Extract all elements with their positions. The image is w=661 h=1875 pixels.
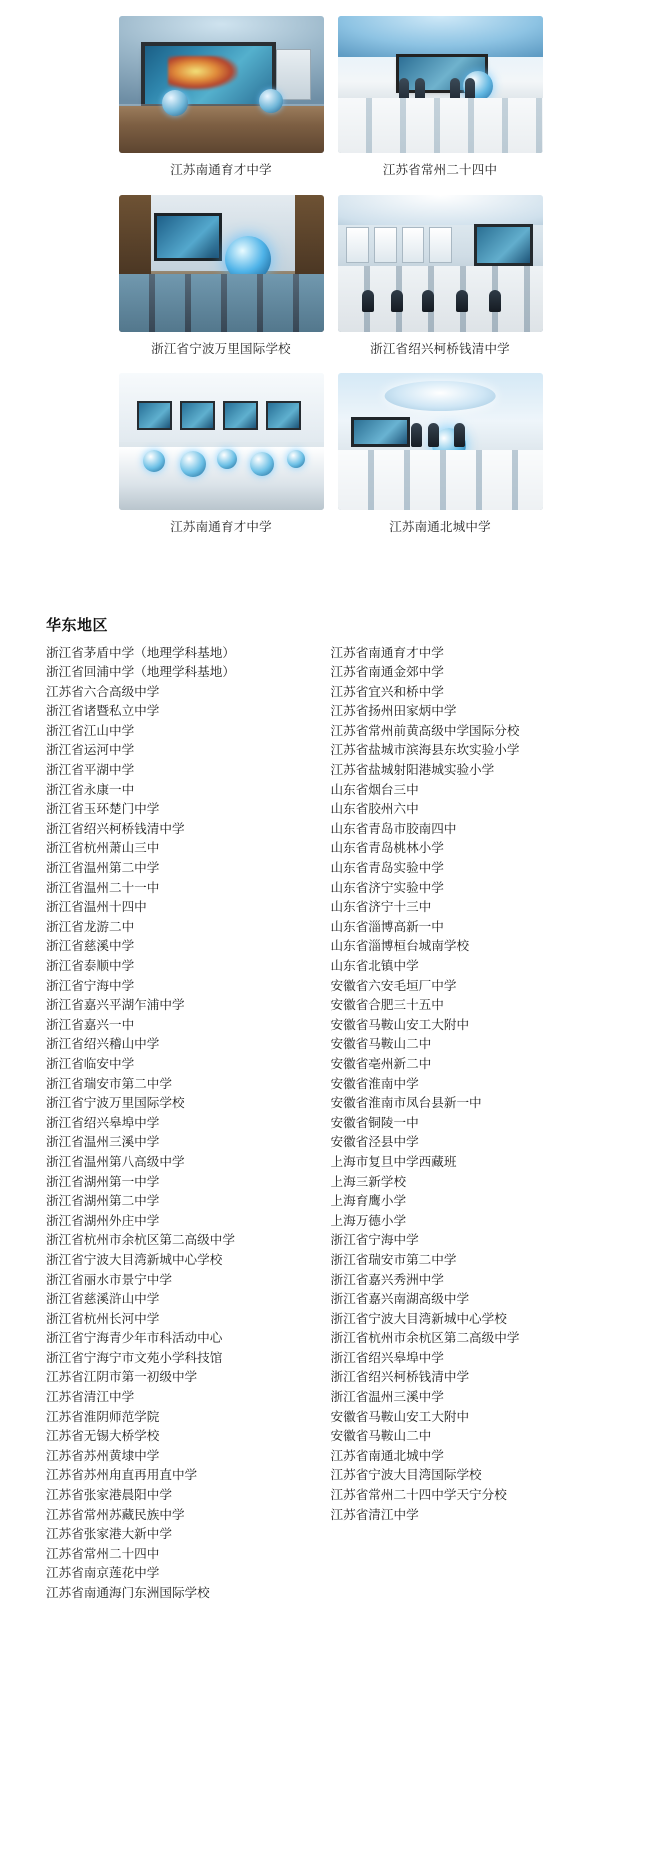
school-list-item: 江苏省清江中学 <box>330 1506 419 1522</box>
school-list-item: 浙江省杭州市余杭区第二高级中学 <box>330 1330 520 1346</box>
school-list-item: 上海三新学校 <box>330 1173 407 1189</box>
school-list-item: 浙江省瑞安市第二中学 <box>330 1251 457 1267</box>
school-list-item: 江苏省张家港大新中学 <box>46 1526 172 1542</box>
school-photo-nantong-yucai-lab[interactable] <box>119 373 324 510</box>
school-list-item: 浙江省诸暨私立中学 <box>46 703 160 719</box>
school-list-item: 浙江省临安中学 <box>46 1055 135 1071</box>
gallery-item[interactable] <box>338 16 543 179</box>
school-list-item: 安徽省淮南市凤台县新一中 <box>330 1095 482 1111</box>
school-photo-shaoxing-keqiao-qingqing[interactable] <box>338 195 543 332</box>
school-list-column-left <box>46 643 331 1603</box>
gallery-item[interactable] <box>338 373 543 536</box>
school-list-item: 浙江省绍兴柯桥钱清中学 <box>330 1369 470 1385</box>
school-list-item: 浙江省绍兴稽山中学 <box>46 1036 160 1052</box>
school-list-item: 山东省淄博桓台城南学校 <box>330 938 470 954</box>
school-list-item: 安徽省泾县中学 <box>330 1134 419 1150</box>
school-list-item: 浙江省绍兴柯桥钱清中学 <box>46 820 185 836</box>
school-list-item: 江苏省苏州黄埭中学 <box>46 1447 160 1463</box>
school-list-item: 山东省北镇中学 <box>330 958 419 973</box>
school-list-item: 浙江省回浦中学（地理学科基地） <box>46 664 235 680</box>
school-list-item: 山东省淄博高新一中 <box>330 918 444 934</box>
school-list-item: 安徽省亳州新二中 <box>330 1055 432 1071</box>
school-list-item: 浙江省绍兴皋埠中学 <box>330 1349 444 1365</box>
photo-caption: 江苏南通北城中学 <box>389 519 491 534</box>
school-list-right <box>331 643 616 1525</box>
school-list-item: 浙江省杭州萧山三中 <box>46 840 160 856</box>
school-list-item: 浙江省嘉兴南湖高级中学 <box>330 1291 470 1307</box>
school-list-item: 安徽省铜陵一中 <box>330 1114 419 1130</box>
school-list-item: 上海万德小学 <box>330 1212 407 1228</box>
school-list-item: 浙江省温州第八高级中学 <box>46 1153 185 1169</box>
school-list-item: 江苏省扬州田家炳中学 <box>330 703 457 719</box>
gallery-item[interactable] <box>119 373 324 536</box>
school-list-item: 浙江省嘉兴一中 <box>46 1016 135 1032</box>
school-list-item: 浙江省玉环楚门中学 <box>46 801 160 817</box>
school-list-item: 浙江省温州三溪中学 <box>46 1134 160 1150</box>
school-list-item: 江苏省常州二十四中 <box>46 1545 160 1561</box>
school-list-item: 山东省烟台三中 <box>330 781 419 797</box>
school-list-item: 江苏省南通海门东洲国际学校 <box>46 1585 210 1600</box>
school-list-item: 山东省青岛桃林小学 <box>330 840 444 856</box>
school-list-item: 江苏省苏州甪直再用直中学 <box>46 1467 198 1483</box>
school-list-item: 浙江省温州三溪中学 <box>330 1389 444 1405</box>
school-list-item: 安徽省六安毛垣厂中学 <box>330 977 457 993</box>
school-list-item: 江苏省南京莲花中学 <box>46 1565 160 1581</box>
school-list-item: 山东省胶州六中 <box>330 801 419 817</box>
school-list-item: 江苏省淮阴师范学院 <box>46 1408 160 1424</box>
school-list-item: 江苏省宜兴和桥中学 <box>330 683 444 699</box>
school-list-item: 江苏省南通育才中学 <box>330 644 444 660</box>
school-photo-changzhou-24[interactable] <box>338 16 543 153</box>
school-photo-nantong-beicheng[interactable] <box>338 373 543 510</box>
school-list-item: 江苏省清江中学 <box>46 1389 135 1405</box>
school-list-item: 浙江省龙游二中 <box>46 918 135 934</box>
school-photo-jiangsu-nantong-yucai[interactable] <box>119 16 324 153</box>
school-list-item: 浙江省瑞安市第二中学 <box>46 1075 172 1091</box>
region-title: 华东地区 <box>46 615 109 634</box>
school-list-item: 浙江省永康一中 <box>46 781 135 797</box>
gallery-row <box>0 373 661 536</box>
school-list-item: 浙江省湖州外庄中学 <box>46 1212 160 1228</box>
photo-caption: 浙江省宁波万里国际学校 <box>151 340 291 356</box>
school-list-item: 浙江省江山中学 <box>46 722 135 738</box>
school-list-item: 浙江省温州第二中学 <box>46 860 160 876</box>
school-list-item: 江苏省六合高级中学 <box>46 683 160 699</box>
school-list-item: 江苏省南通金郊中学 <box>330 664 444 680</box>
school-list-item: 浙江省嘉兴平湖乍浦中学 <box>46 997 185 1013</box>
school-photo-ningbo-wanli[interactable] <box>119 195 324 332</box>
school-list-item: 江苏省宁波大目湾国际学校 <box>330 1467 482 1483</box>
school-list-item: 浙江省宁波大目湾新城中心学校 <box>46 1251 223 1267</box>
school-list-item: 浙江省宁海宁市文苑小学科技馆 <box>46 1349 223 1365</box>
gallery-item[interactable] <box>338 195 543 358</box>
gallery-row <box>0 16 661 179</box>
school-list-item: 浙江省绍兴皋埠中学 <box>46 1114 160 1130</box>
school-list-item: 山东省青岛市胶南四中 <box>330 820 457 836</box>
photo-caption: 江苏南通育才中学 <box>170 162 272 177</box>
photo-caption: 江苏省常州二十四中 <box>382 162 498 177</box>
school-list-item: 安徽省马鞍山二中 <box>330 1036 432 1052</box>
school-list-item: 浙江省温州十四中 <box>46 899 147 915</box>
school-list-item: 江苏省南通北城中学 <box>330 1447 444 1463</box>
school-list-item: 浙江省杭州市余杭区第二高级中学 <box>46 1232 235 1248</box>
school-list-item: 安徽省马鞍山二中 <box>330 1428 432 1444</box>
school-list-item: 浙江省嘉兴秀洲中学 <box>330 1271 444 1287</box>
school-list-item: 安徽省淮南中学 <box>330 1075 419 1091</box>
school-list-item: 江苏省常州二十四中学天宁分校 <box>330 1487 507 1503</box>
school-list-item: 安徽省合肥三十五中 <box>330 997 444 1013</box>
school-list-item: 山东省青岛实验中学 <box>330 860 444 876</box>
school-list-item: 浙江省运河中学 <box>46 742 135 758</box>
school-list-item: 江苏省无锡大桥学校 <box>46 1428 160 1444</box>
school-list-item: 浙江省湖州第二中学 <box>46 1193 160 1209</box>
gallery-row <box>0 195 661 358</box>
school-list-item: 江苏省江阴市第一初级中学 <box>46 1369 198 1385</box>
school-list-item: 浙江省宁海中学 <box>46 977 135 993</box>
school-list-item: 江苏省张家港晨阳中学 <box>46 1487 172 1503</box>
school-list-item: 安徽省马鞍山安工大附中 <box>330 1016 470 1032</box>
school-list-item: 江苏省盐城市滨海县东坎实验小学 <box>330 742 520 758</box>
photo-caption: 江苏南通育才中学 <box>170 519 272 534</box>
region-section <box>0 614 661 1603</box>
school-list-item: 浙江省湖州第一中学 <box>46 1173 160 1189</box>
school-list-columns <box>46 643 615 1603</box>
school-list-item: 浙江省泰顺中学 <box>46 958 135 973</box>
school-list-item: 山东省济宁十三中 <box>330 899 432 915</box>
school-list-item: 浙江省宁海中学 <box>330 1232 419 1248</box>
school-list-item: 浙江省宁海青少年市科活动中心 <box>46 1330 223 1346</box>
school-list-item: 浙江省宁波大目湾新城中心学校 <box>330 1310 507 1326</box>
school-list-item: 安徽省马鞍山安工大附中 <box>330 1408 470 1424</box>
school-list-item: 浙江省慈溪浒山中学 <box>46 1291 160 1307</box>
school-list-item: 浙江省丽水市景宁中学 <box>46 1271 172 1287</box>
photo-caption: 浙江省绍兴柯桥钱清中学 <box>370 340 510 356</box>
school-list-item: 江苏省常州前黄高级中学国际分校 <box>330 722 520 738</box>
school-list-item: 浙江省慈溪中学 <box>46 938 135 954</box>
school-list-item: 浙江省温州二十一中 <box>46 879 160 895</box>
gallery-item[interactable] <box>119 16 324 179</box>
school-list-item: 江苏省盐城射阳港城实验小学 <box>330 762 495 778</box>
photo-gallery <box>0 0 661 536</box>
school-list-item: 浙江省平湖中学 <box>46 762 135 778</box>
school-list-item: 上海市复旦中学西藏班 <box>330 1153 457 1169</box>
school-list-item: 浙江省杭州长河中学 <box>46 1310 160 1326</box>
gallery-item[interactable] <box>119 195 324 358</box>
school-list-left <box>46 643 331 1603</box>
school-list-item: 山东省济宁实验中学 <box>330 879 444 895</box>
school-list-column-right <box>331 643 616 1603</box>
school-list-item: 浙江省宁波万里国际学校 <box>46 1095 185 1111</box>
school-list-item: 浙江省茅盾中学（地理学科基地） <box>46 644 235 660</box>
school-list-item: 江苏省常州苏藏民族中学 <box>46 1506 185 1522</box>
school-list-item: 上海育鹰小学 <box>330 1193 407 1209</box>
